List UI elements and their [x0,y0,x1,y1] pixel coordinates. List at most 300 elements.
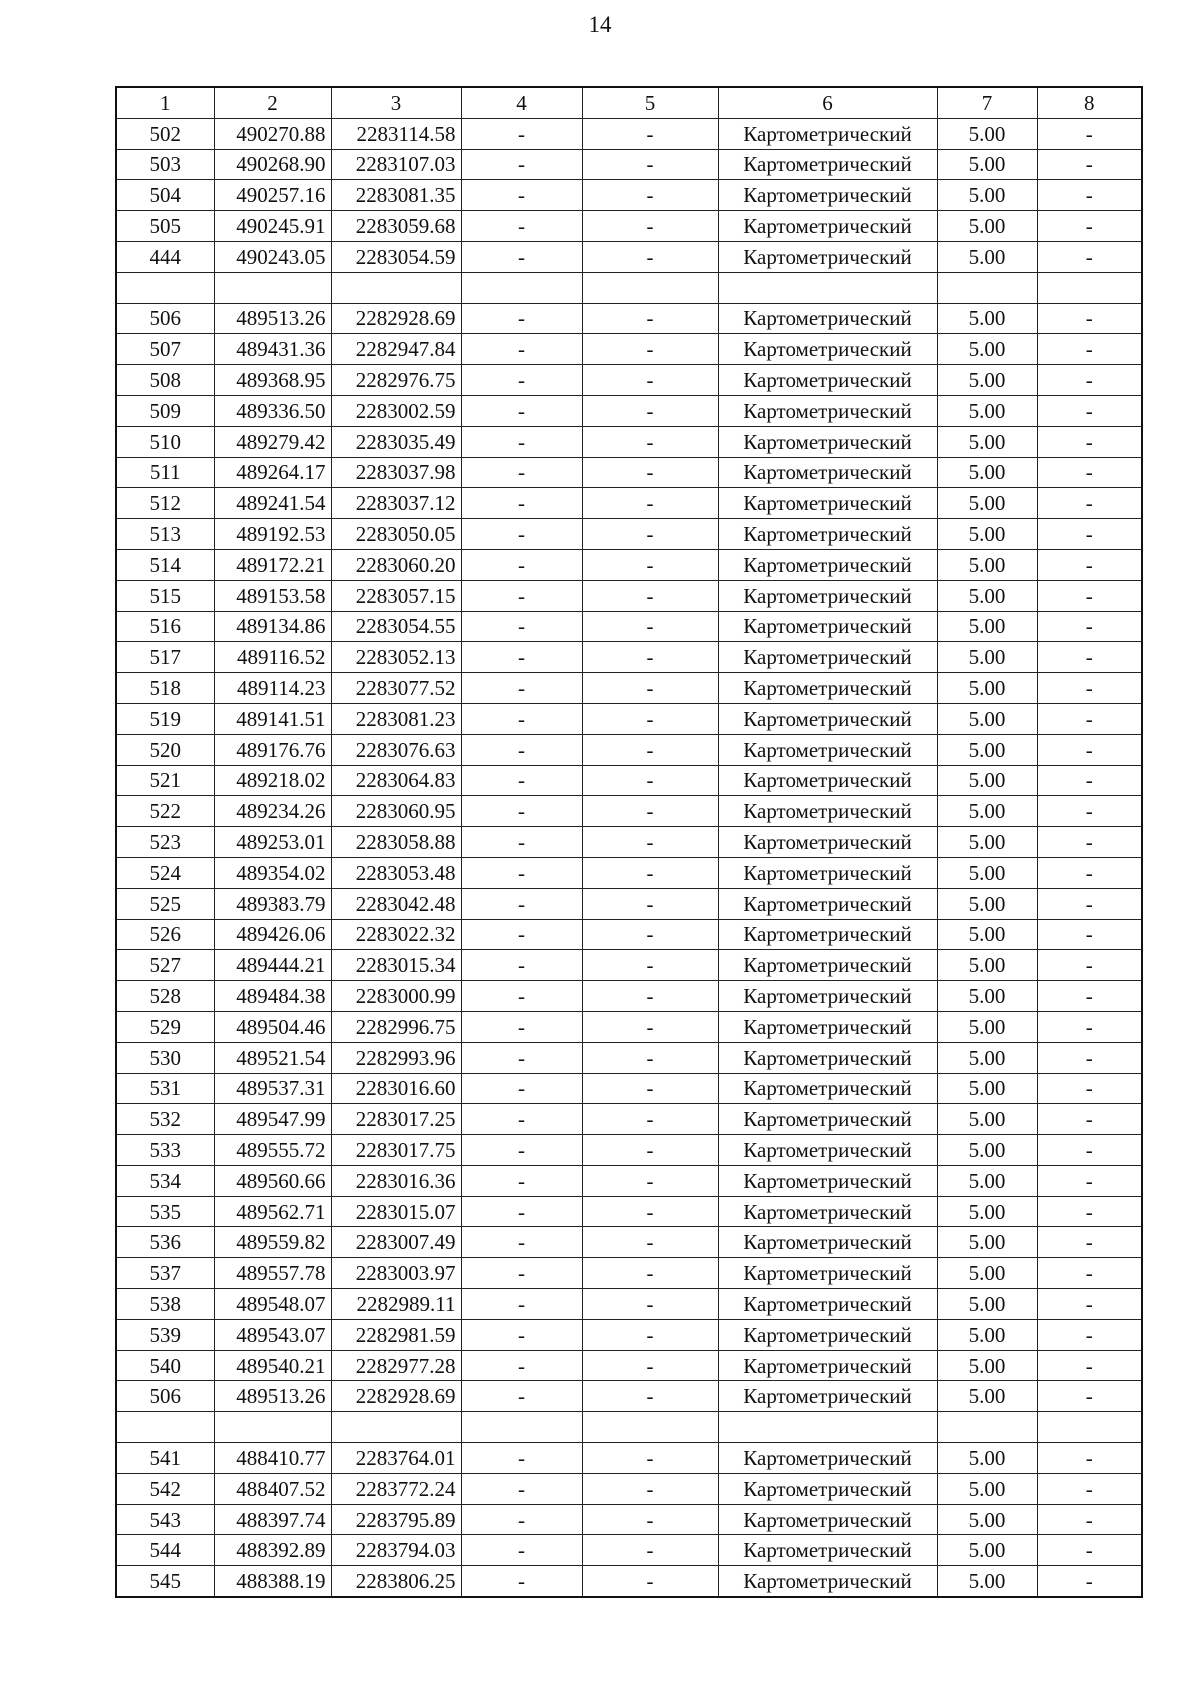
table-row [116,457,1142,488]
table-cell: Картометрический [718,395,937,426]
table-cell: - [1037,765,1142,796]
table-cell: 489555.72 [214,1135,331,1166]
table-cell: 489431.36 [214,334,331,365]
table-cell: 5.00 [937,1443,1037,1474]
table-cell: - [1037,1566,1142,1597]
table-cell: 509 [116,395,214,426]
table-row [116,334,1142,365]
table-cell: 489521.54 [214,1042,331,1073]
table-cell: Картометрический [718,549,937,580]
column-header: 6 [718,87,937,118]
table-row [116,703,1142,734]
table-cell: 2283053.48 [331,857,461,888]
table-cell: 2283794.03 [331,1535,461,1566]
table-cell: 5.00 [937,241,1037,272]
table-cell: 488407.52 [214,1473,331,1504]
table-cell: - [1037,1535,1142,1566]
table-cell: 5.00 [937,1165,1037,1196]
table-cell: - [461,488,582,519]
table-cell: 489513.26 [214,1381,331,1412]
table-cell: - [461,1196,582,1227]
table-cell [582,272,718,303]
table-row [116,642,1142,673]
table-cell: 490257.16 [214,180,331,211]
table-cell: - [582,549,718,580]
table-cell: - [1037,549,1142,580]
column-header: 2 [214,87,331,118]
table-cell: - [1037,611,1142,642]
table-cell: Картометрический [718,118,937,149]
table-cell: 510 [116,426,214,457]
table-cell: 512 [116,488,214,519]
table-cell: 2283037.12 [331,488,461,519]
table-row [116,611,1142,642]
page-number: 14 [588,12,612,37]
table-cell: - [1037,1073,1142,1104]
table-row [116,981,1142,1012]
table-cell: 5.00 [937,180,1037,211]
table-cell: 2283022.32 [331,919,461,950]
table-cell: - [1037,211,1142,242]
table-cell: - [1037,857,1142,888]
table-cell: 522 [116,796,214,827]
table-cell: - [1037,1381,1142,1412]
table-row [116,1104,1142,1135]
table-cell: 490243.05 [214,241,331,272]
table-cell: Картометрический [718,1135,937,1166]
table-cell: - [461,1504,582,1535]
table-cell: - [1037,334,1142,365]
table-cell: - [582,888,718,919]
table-cell: - [582,211,718,242]
table-cell [214,1412,331,1443]
table-cell: 2283054.55 [331,611,461,642]
table-cell: - [582,1319,718,1350]
table-cell: 5.00 [937,519,1037,550]
table-cell: - [461,1258,582,1289]
column-header: 8 [1037,87,1142,118]
table-cell: 5.00 [937,1504,1037,1535]
table-cell: 489153.58 [214,580,331,611]
table-cell: Картометрический [718,734,937,765]
table-cell: - [461,1165,582,1196]
table-cell: - [461,611,582,642]
table-cell: - [461,241,582,272]
table-cell: - [582,241,718,272]
table-cell: 516 [116,611,214,642]
table-cell: 489264.17 [214,457,331,488]
table-cell: - [461,549,582,580]
table-cell [331,1412,461,1443]
table-row [116,395,1142,426]
table-row [116,1165,1142,1196]
table-header-row [116,87,1142,118]
table-cell [937,272,1037,303]
table-cell: 5.00 [937,857,1037,888]
table-cell: - [1037,919,1142,950]
table-cell: - [582,919,718,950]
table-cell: 489234.26 [214,796,331,827]
table-cell: - [1037,1350,1142,1381]
table-cell: 527 [116,950,214,981]
table-row [116,426,1142,457]
table-cell: 539 [116,1319,214,1350]
table-cell: - [461,1319,582,1350]
table-cell: - [1037,1227,1142,1258]
table-cell: - [582,765,718,796]
table-cell: 518 [116,673,214,704]
table-cell: 517 [116,642,214,673]
table-cell: 531 [116,1073,214,1104]
table-row [116,765,1142,796]
table-cell: - [582,981,718,1012]
table-cell: 489336.50 [214,395,331,426]
table-cell: - [461,1443,582,1474]
table-cell: 505 [116,211,214,242]
table-cell: 5.00 [937,1289,1037,1320]
table-cell: 489557.78 [214,1258,331,1289]
table-cell: - [461,211,582,242]
table-cell: Картометрический [718,611,937,642]
table-cell: Картометрический [718,303,937,334]
table-cell: Картометрический [718,1104,937,1135]
table-cell: 2283764.01 [331,1443,461,1474]
table-row [116,1381,1142,1412]
table-cell: - [461,365,582,396]
table-row [116,1258,1142,1289]
table-cell: 2283806.25 [331,1566,461,1597]
table-cell: - [582,1350,718,1381]
table-cell: 2283081.35 [331,180,461,211]
table-cell: 5.00 [937,673,1037,704]
table-cell: - [461,1350,582,1381]
table-cell: Картометрический [718,796,937,827]
table-cell: 5.00 [937,1073,1037,1104]
table-cell: 489176.76 [214,734,331,765]
table-cell: 2283000.99 [331,981,461,1012]
table-cell: - [1037,673,1142,704]
table-cell: Картометрический [718,1443,937,1474]
table-cell: - [1037,365,1142,396]
table-cell: - [1037,1473,1142,1504]
table-cell: - [1037,1443,1142,1474]
table-cell: Картометрический [718,1504,937,1535]
table-cell: - [582,488,718,519]
table-cell: 534 [116,1165,214,1196]
table-cell: 5.00 [937,149,1037,180]
table-cell: Картометрический [718,642,937,673]
table-cell: 2282977.28 [331,1350,461,1381]
table-cell: 444 [116,241,214,272]
table-cell: 490270.88 [214,118,331,149]
table-cell: - [582,1473,718,1504]
table-cell: - [1037,1289,1142,1320]
table-cell: 5.00 [937,211,1037,242]
table-row [116,241,1142,272]
table-cell: Картометрический [718,1350,937,1381]
table-cell: 489513.26 [214,303,331,334]
table-cell: Картометрический [718,1473,937,1504]
table-cell: 2283081.23 [331,703,461,734]
table-cell: Картометрический [718,519,937,550]
table-cell [214,272,331,303]
table-cell: - [582,950,718,981]
table-cell: 2283016.60 [331,1073,461,1104]
table-cell: - [582,149,718,180]
table-cell: 2283057.15 [331,580,461,611]
table-row [116,1535,1142,1566]
table-cell: - [1037,303,1142,334]
table-cell: Картометрический [718,1319,937,1350]
table-cell: 489116.52 [214,642,331,673]
table-row [116,1011,1142,1042]
table-cell: - [1037,950,1142,981]
table-cell: Картометрический [718,241,937,272]
table-cell [331,272,461,303]
table-cell: 2282996.75 [331,1011,461,1042]
table-cell: - [461,981,582,1012]
table-cell: - [461,1473,582,1504]
table-cell: 5.00 [937,703,1037,734]
table-cell: 2282928.69 [331,1381,461,1412]
table-cell: 489543.07 [214,1319,331,1350]
table-cell: Картометрический [718,888,937,919]
table-cell: - [582,1104,718,1135]
table-cell: 540 [116,1350,214,1381]
table-cell: 5.00 [937,1258,1037,1289]
table-cell [116,1412,214,1443]
table-cell: 2283016.36 [331,1165,461,1196]
table-cell: 5.00 [937,580,1037,611]
table-cell: 2283003.97 [331,1258,461,1289]
table-cell: 5.00 [937,334,1037,365]
table-cell: 489354.02 [214,857,331,888]
table-cell [582,1412,718,1443]
table-cell: 2282981.59 [331,1319,461,1350]
table-row [116,796,1142,827]
table-cell [937,1412,1037,1443]
table-cell: 529 [116,1011,214,1042]
table-cell: 489383.79 [214,888,331,919]
table-cell: - [461,118,582,149]
table-cell: - [461,180,582,211]
table-cell: - [582,303,718,334]
table-cell: - [461,1381,582,1412]
table-row [116,303,1142,334]
table-cell: Картометрический [718,1258,937,1289]
table-cell: Картометрический [718,211,937,242]
table-cell: Картометрический [718,827,937,858]
table-cell: 2283035.49 [331,426,461,457]
table-cell: 2282989.11 [331,1289,461,1320]
table-cell: 523 [116,827,214,858]
table-cell: 5.00 [937,1381,1037,1412]
table-cell: Картометрический [718,457,937,488]
table-cell: 490245.91 [214,211,331,242]
table-cell: - [1037,734,1142,765]
table-cell: - [461,827,582,858]
table-cell: Картометрический [718,857,937,888]
table-cell: 521 [116,765,214,796]
column-header: 3 [331,87,461,118]
table-cell: 489559.82 [214,1227,331,1258]
column-header: 4 [461,87,582,118]
table-cell: - [1037,180,1142,211]
table-cell: 489540.21 [214,1350,331,1381]
table-cell: Картометрический [718,950,937,981]
table-cell: 488388.19 [214,1566,331,1597]
table-cell: - [582,1165,718,1196]
table-cell [461,272,582,303]
table-cell: - [582,1135,718,1166]
table-row [116,1227,1142,1258]
table-cell: Картометрический [718,981,937,1012]
table-row [116,1042,1142,1073]
table-cell: - [1037,1042,1142,1073]
table-cell: 2282928.69 [331,303,461,334]
table-cell: - [461,580,582,611]
table-cell: 537 [116,1258,214,1289]
table-cell: 2283042.48 [331,888,461,919]
table-cell: 5.00 [937,611,1037,642]
table-cell: - [1037,981,1142,1012]
table-cell: 519 [116,703,214,734]
table-cell: 535 [116,1196,214,1227]
table-cell: 489134.86 [214,611,331,642]
table-cell: - [461,457,582,488]
table-cell: - [461,426,582,457]
table-cell: 5.00 [937,365,1037,396]
table-row [116,149,1142,180]
table-cell: 525 [116,888,214,919]
table-cell: - [582,796,718,827]
table-cell: 2283060.95 [331,796,461,827]
table-cell: - [461,334,582,365]
table-cell: - [461,950,582,981]
table-cell: 5.00 [937,426,1037,457]
table-cell: - [1037,488,1142,519]
table-cell: Картометрический [718,180,937,211]
table-cell: 2283017.75 [331,1135,461,1166]
table-cell: 2283114.58 [331,118,461,149]
table-cell: 506 [116,303,214,334]
table-cell: - [582,1227,718,1258]
table-cell: - [1037,149,1142,180]
table-row [116,1443,1142,1474]
column-header: 5 [582,87,718,118]
table-row [116,519,1142,550]
table-row [116,365,1142,396]
table-cell: 5.00 [937,981,1037,1012]
table-cell: - [582,1381,718,1412]
table-cell: - [1037,703,1142,734]
table-row [116,734,1142,765]
table-cell: - [1037,888,1142,919]
table-cell: - [1037,426,1142,457]
table-cell: 5.00 [937,549,1037,580]
table-cell: - [461,1011,582,1042]
table-cell: 533 [116,1135,214,1166]
table-cell: 2283076.63 [331,734,461,765]
table-cell: - [461,1104,582,1135]
table-cell: 489562.71 [214,1196,331,1227]
table-cell: - [1037,1104,1142,1135]
table-cell: 541 [116,1443,214,1474]
table-cell: 5.00 [937,1104,1037,1135]
table-cell: 2283060.20 [331,549,461,580]
table-cell: Картометрический [718,919,937,950]
table-cell: - [582,457,718,488]
table-cell: 545 [116,1566,214,1597]
table-row [116,1504,1142,1535]
coordinates-table [115,86,1143,1598]
table-cell: 503 [116,149,214,180]
table-cell: 5.00 [937,457,1037,488]
table-cell: 524 [116,857,214,888]
table-cell [116,272,214,303]
table-cell: Картометрический [718,365,937,396]
table-cell: 526 [116,919,214,950]
table-cell: Картометрический [718,673,937,704]
table-cell: 513 [116,519,214,550]
table-cell: - [461,734,582,765]
table-row [116,1566,1142,1597]
table-cell: 489560.66 [214,1165,331,1196]
table-cell [1037,1412,1142,1443]
table-cell: 532 [116,1104,214,1135]
table-row [116,888,1142,919]
table-cell: 5.00 [937,919,1037,950]
table-cell: - [1037,1258,1142,1289]
table-cell: 2282993.96 [331,1042,461,1073]
table-cell: 5.00 [937,765,1037,796]
table-row [116,950,1142,981]
table-cell: - [1037,519,1142,550]
table-cell: 489537.31 [214,1073,331,1104]
table-cell: 489426.06 [214,919,331,950]
table-cell: 489218.02 [214,765,331,796]
table-cell: 2282976.75 [331,365,461,396]
table-cell: Картометрический [718,1381,937,1412]
table-row [116,1350,1142,1381]
table-cell: - [582,580,718,611]
table-cell: - [582,1073,718,1104]
table-cell: 543 [116,1504,214,1535]
table-cell: Картометрический [718,580,937,611]
table-cell: 2283772.24 [331,1473,461,1504]
table-cell: 502 [116,118,214,149]
column-header: 7 [937,87,1037,118]
table-cell: 5.00 [937,642,1037,673]
table-cell: Картометрический [718,1535,937,1566]
table-cell: 489279.42 [214,426,331,457]
table-cell: 536 [116,1227,214,1258]
table-cell: 488392.89 [214,1535,331,1566]
table-cell [718,272,937,303]
table-cell: 5.00 [937,118,1037,149]
table-cell: 504 [116,180,214,211]
table-cell: Картометрический [718,765,937,796]
table-cell: 489253.01 [214,827,331,858]
table-cell: 2283015.34 [331,950,461,981]
table-cell: - [582,395,718,426]
table-cell: Картометрический [718,703,937,734]
table-cell: - [582,642,718,673]
table-row [116,857,1142,888]
table-cell: 507 [116,334,214,365]
table-row [116,1289,1142,1320]
table-cell: 489172.21 [214,549,331,580]
